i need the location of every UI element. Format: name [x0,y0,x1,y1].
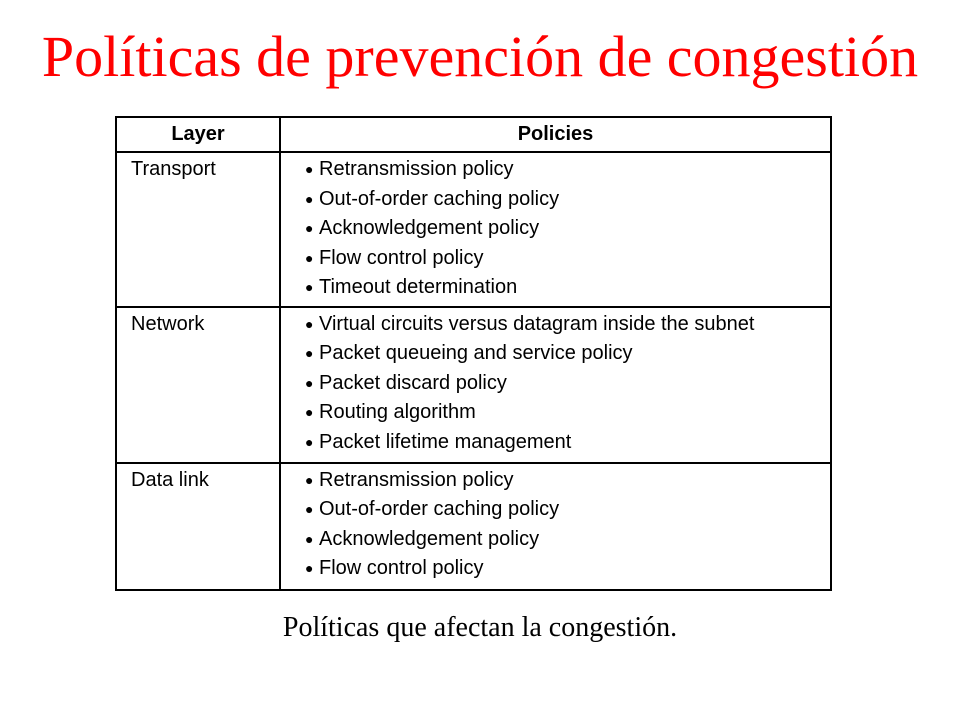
slide-title: Políticas de prevención de congestión [41,24,919,89]
list-item: ● Flow control policy [305,246,484,269]
policy-list [305,313,830,461]
bullet-icon: ● [305,220,314,236]
bullet-icon: ● [305,345,314,361]
policies-cell-data-link [280,463,831,590]
list-item: ● Flow control policy [305,557,484,579]
list-item: ● Out-of-order caching policy [305,498,560,520]
bullet-icon: ● [305,501,314,517]
bullet-icon: ● [305,404,314,420]
policy-list [305,469,830,587]
policies-cell-transport [280,152,831,307]
bullet-icon: ● [305,530,314,547]
bullet-icon: ● [305,560,314,576]
bullet-icon: ● [305,279,314,295]
list-item: ● Acknowledgement policy [305,217,540,239]
list-item: ● Virtual circuits versus datagram inside the subnet [305,312,755,335]
layer-cell-transport: Transport [116,152,280,307]
table-row [116,152,831,307]
bullet-icon: ● [305,161,314,177]
bullet-icon: ● [305,190,314,207]
list-item: ● Packet lifetime management [305,430,572,453]
list-item: ● Packet discard policy [305,371,507,394]
policies-table [115,116,832,591]
list-item: ● Retransmission policy [305,158,514,180]
list-item: ● Acknowledgement policy [305,527,540,550]
table-row [116,463,831,590]
table-row [116,307,831,463]
bullet-icon: ● [305,433,314,450]
bullet-icon: ● [305,249,314,266]
figure-caption: Políticas que afectan la congestión. [282,612,678,643]
list-item: ● Packet queueing and service policy [305,342,633,364]
table-header-row [116,117,831,152]
policy-list [305,158,830,306]
bullet-icon: ● [305,471,314,488]
list-item: ● Out-of-order caching policy [305,187,560,210]
header-policies: Policies [280,117,831,152]
policies-cell-network [280,307,831,463]
layer-cell-network: Network [116,307,280,463]
list-item: ● Routing algorithm [305,401,476,423]
layer-cell-data-link: Data link [116,463,280,590]
bullet-icon: ● [305,374,314,391]
header-layer: Layer [116,117,280,152]
bullet-icon: ● [305,315,314,332]
list-item: ● Retransmission policy [305,468,514,491]
list-item: ● Timeout determination [305,276,518,298]
